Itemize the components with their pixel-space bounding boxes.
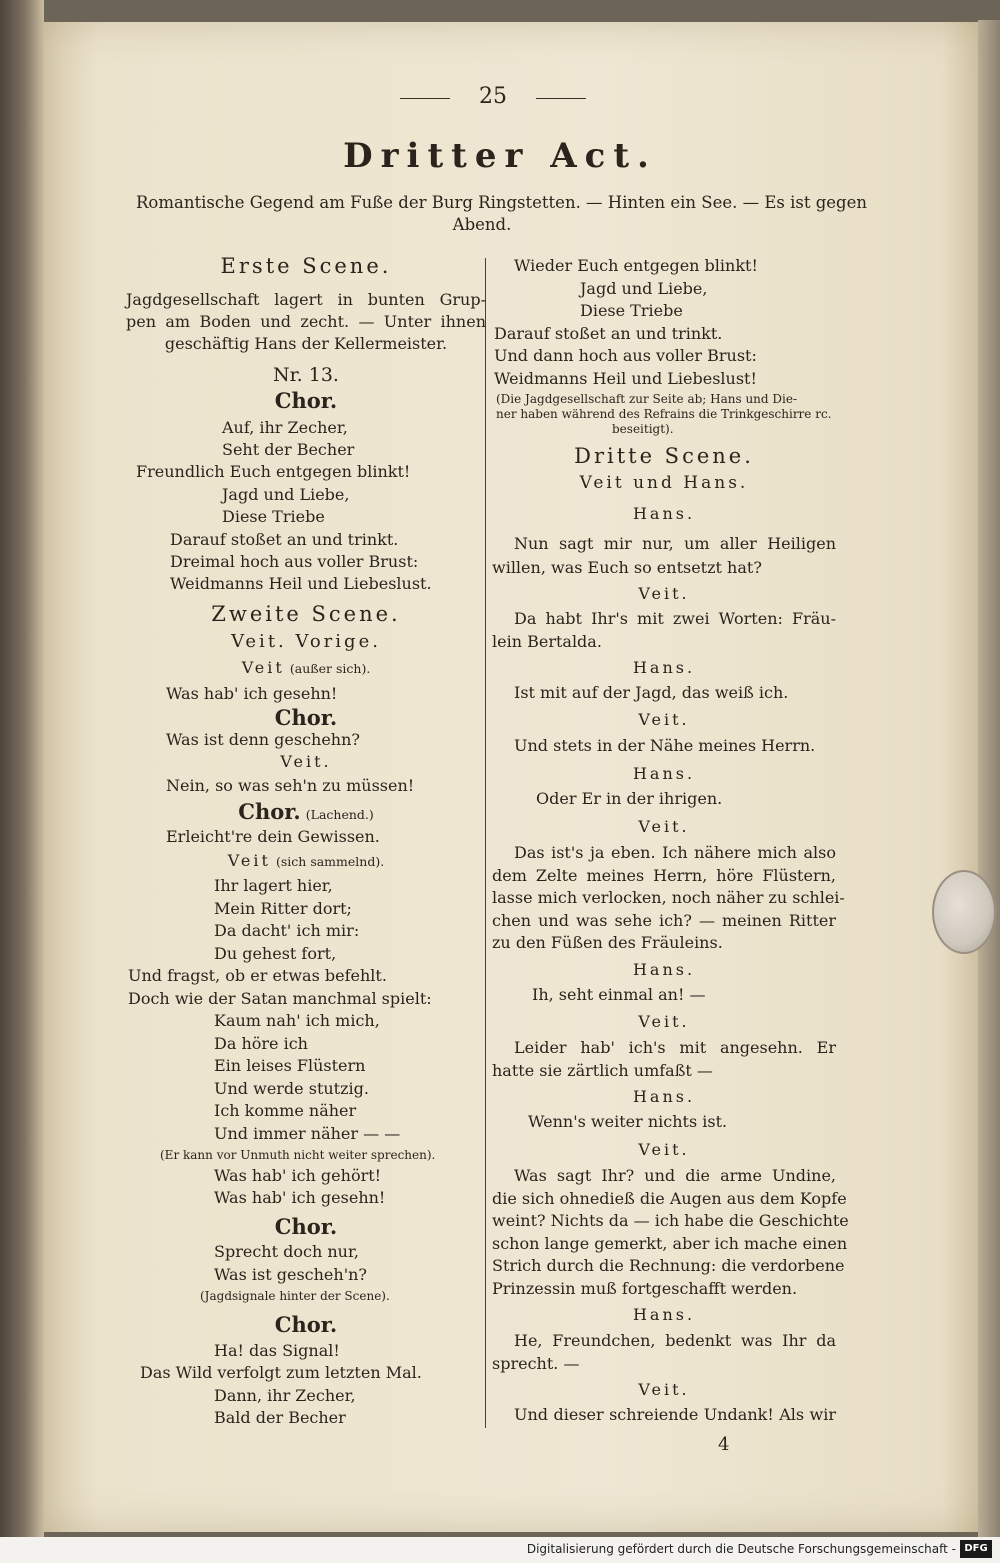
dialogue-line: Nun sagt mir nur, um aller Heiligen [514, 534, 836, 553]
page-edge [978, 20, 1000, 1540]
dfg-logo: DFG [960, 1540, 992, 1558]
verse-line: Auf, ihr Zecher, [222, 418, 348, 437]
dialogue-line: sprecht. — [492, 1354, 580, 1373]
dialogue-line: weint? Nichts da — ich habe die Geschichte [492, 1211, 849, 1230]
dialogue-line: hatte sie zärtlich umfaßt — [492, 1061, 713, 1080]
verse-line: Und fragst, ob er etwas befehlt. [128, 966, 387, 985]
dialogue-line: Strich durch die Rechnung: die verdorbene [492, 1256, 845, 1275]
verse-line: Was hab' ich gesehn! [214, 1188, 386, 1207]
verse-line: Was hab' ich gesehn! [166, 684, 338, 703]
stage-setting-line: Romantische Gegend am Fuße der Burg Ringstetten. — Hinten ein See. — Es ist gegen [136, 193, 868, 212]
signature-mark: 4 [718, 1434, 730, 1455]
scene-heading: Erste Scene. [220, 254, 392, 278]
verse-line: Seht der Becher [222, 440, 355, 459]
verse-line: Wieder Euch entgegen blinkt! [514, 256, 758, 275]
verse-line: Jagd und Liebe, [580, 279, 708, 298]
dialogue-line: willen, was Euch so entsetzt hat? [492, 558, 762, 577]
speaker-veit: Veit. [638, 1140, 690, 1159]
stage-direction: beseitigt). [612, 422, 674, 436]
stage-setting [136, 192, 868, 236]
verse-line: Bald der Becher [214, 1408, 346, 1427]
verse-line: Nein, so was seh'n zu müssen! [166, 776, 415, 795]
dialogue-line: Ih, seht einmal an! — [532, 985, 706, 1004]
verse-line: Jagd und Liebe, [222, 485, 350, 504]
scene-persons: Veit. Vorige. [231, 631, 381, 652]
funding-notice: Digitalisierung gefördert durch die Deutsche Forschungsgemeinschaft - [526, 1542, 956, 1556]
verse-line: Ich komme näher [214, 1101, 357, 1120]
scene-description-line: Jagdgesellschaft lagert in bunten Grup- [126, 290, 486, 309]
speaker-chor: Chor. [274, 705, 338, 730]
scene-heading: Dritte Scene. [574, 444, 754, 468]
stage-direction: (Jagdsignale hinter der Scene). [200, 1289, 390, 1303]
dialogue-line: Oder Er in der ihrigen. [536, 789, 723, 808]
verse-line: Und dann hoch aus voller Brust: [494, 346, 757, 365]
column-divider [485, 258, 486, 1428]
dialogue-line: He, Freundchen, bedenkt was Ihr da [514, 1331, 836, 1350]
speaker-chor: Chor. [274, 1312, 338, 1337]
verse-line: Das Wild verfolgt zum letzten Mal. [140, 1363, 422, 1382]
verse-line: Was ist denn geschehn? [166, 730, 360, 749]
speaker-veit: Veit. [638, 584, 690, 603]
speaker-hans: Hans. [632, 764, 696, 783]
scene-persons: Veit und Hans. [579, 473, 749, 493]
verse-line: Was hab' ich gehört! [214, 1166, 382, 1185]
speaker-line [126, 799, 486, 824]
verse-line: Darauf stoßet an und trinkt. [170, 530, 399, 549]
dialogue-line: Und dieser schreiende Undank! Als wir [514, 1405, 836, 1424]
verse-line: Und werde stutzig. [214, 1079, 369, 1098]
verse-line: Du gehest fort, [214, 944, 337, 963]
scene-heading: Zweite Scene. [211, 602, 401, 626]
speaker-hans: Hans. [632, 1305, 696, 1324]
dialogue-line: Da habt Ihr's mit zwei Worten: Fräu- [514, 609, 836, 628]
speaker-line [126, 658, 486, 677]
speaker-hans: Hans. [632, 1087, 696, 1106]
speaker-veit: Veit. [638, 1380, 690, 1399]
speaker-hans: Hans. [632, 658, 696, 677]
dialogue-line: zu den Füßen des Fräuleins. [492, 933, 723, 952]
page-number: 25 [400, 84, 586, 112]
number-heading: Nr. 13. [273, 364, 339, 386]
verse-line: Diese Triebe [222, 507, 325, 526]
dialogue-line: lein Bertalda. [492, 632, 602, 651]
speaker-veit: Veit [241, 658, 285, 677]
verse-line: Ihr lagert hier, [214, 876, 333, 895]
speaker-veit: Veit. [638, 710, 690, 729]
speaker-hans: Hans. [632, 504, 696, 523]
book-spine-shadow [0, 0, 44, 1563]
verse-line: Ein leises Flüstern [214, 1056, 366, 1075]
verse-line: Und immer näher — — [214, 1124, 401, 1143]
speaker-veit: Veit. [638, 1012, 690, 1031]
stage-direction: (außer sich). [289, 661, 371, 676]
verse-line: Dann, ihr Zecher, [214, 1386, 356, 1405]
verse-line: Mein Ritter dort; [214, 899, 352, 918]
verse-line: Da dacht' ich mir: [214, 921, 360, 940]
dialogue-line: chen und was sehe ich? — meinen Ritter [492, 911, 836, 930]
scene-description-line: geschäftig Hans der Kellermeister. [164, 334, 448, 353]
verse-line: Sprecht doch nur, [214, 1242, 359, 1261]
dialogue-line: Was sagt Ihr? und die arme Undine, [514, 1166, 836, 1185]
speaker-chor: Chor. [274, 1214, 338, 1239]
verse-line: Doch wie der Satan manchmal spielt: [128, 989, 432, 1008]
speaker-veit: Veit [227, 851, 271, 870]
stage-direction: ner haben während des Refrains die Trinkgeschirre rc. [496, 407, 832, 421]
verse-line: Kaum nah' ich mich, [214, 1011, 380, 1030]
verse-line: Ha! das Signal! [214, 1341, 340, 1360]
dialogue-line: Prinzessin muß fortgeschafft werden. [492, 1279, 798, 1298]
verse-line: Erleicht're dein Gewissen. [166, 827, 380, 846]
dialogue-line: Ist mit auf der Jagd, das weiß ich. [514, 683, 789, 702]
speaker-veit: Veit. [638, 817, 690, 836]
dialogue-line: die sich ohnedieß die Augen aus dem Kopfe [492, 1189, 847, 1208]
verse-line: Da höre ich [214, 1034, 308, 1053]
speaker-hans: Hans. [632, 960, 696, 979]
speaker-chor: Chor. [238, 799, 301, 824]
page-turn-marker[interactable] [932, 870, 996, 954]
verse-line: Weidmanns Heil und Liebeslust! [494, 369, 757, 388]
dialogue-line: Und stets in der Nähe meines Herrn. [514, 736, 816, 755]
stage-direction: (Er kann vor Unmuth nicht weiter sprechen). [160, 1148, 436, 1162]
scene-description-line: pen am Boden und zecht. — Unter ihnen [126, 312, 486, 331]
dialogue-line: dem Zelte meines Herrn, höre Flüstern, [492, 866, 836, 885]
verse-line: Darauf stoßet an und trinkt. [494, 324, 723, 343]
speaker-veit: Veit. [280, 752, 332, 771]
stage-direction: (sich sammelnd). [276, 854, 385, 869]
speaker-chor: Chor. [274, 388, 338, 413]
verse-line: Freundlich Euch entgegen blinkt! [136, 462, 411, 481]
verse-line: Was ist gescheh'n? [214, 1265, 367, 1284]
dialogue-line: lasse mich verlocken, noch näher zu schlei- [492, 888, 845, 907]
stage-setting-line: Abend. [452, 215, 512, 234]
dialogue-line: schon lange gemerkt, aber ich mache einen [492, 1234, 848, 1253]
dialogue-line: Das ist's ja eben. Ich nähere mich also [514, 843, 836, 862]
dialogue-line: Wenn's weiter nichts ist. [528, 1112, 728, 1131]
footer-bar [0, 1537, 1000, 1563]
speaker-line [126, 851, 486, 870]
verse-line: Weidmanns Heil und Liebeslust. [170, 574, 432, 593]
verse-line: Dreimal hoch aus voller Brust: [170, 552, 419, 571]
verse-line: Diese Triebe [580, 301, 683, 320]
dialogue-line: Leider hab' ich's mit angesehn. Er [514, 1038, 836, 1057]
stage-direction: (Die Jagdgesellschaft zur Seite ab; Hans und Die- [496, 392, 798, 406]
stage-direction: (Lachend.) [305, 807, 374, 822]
act-title: Dritter Act. [343, 136, 657, 176]
